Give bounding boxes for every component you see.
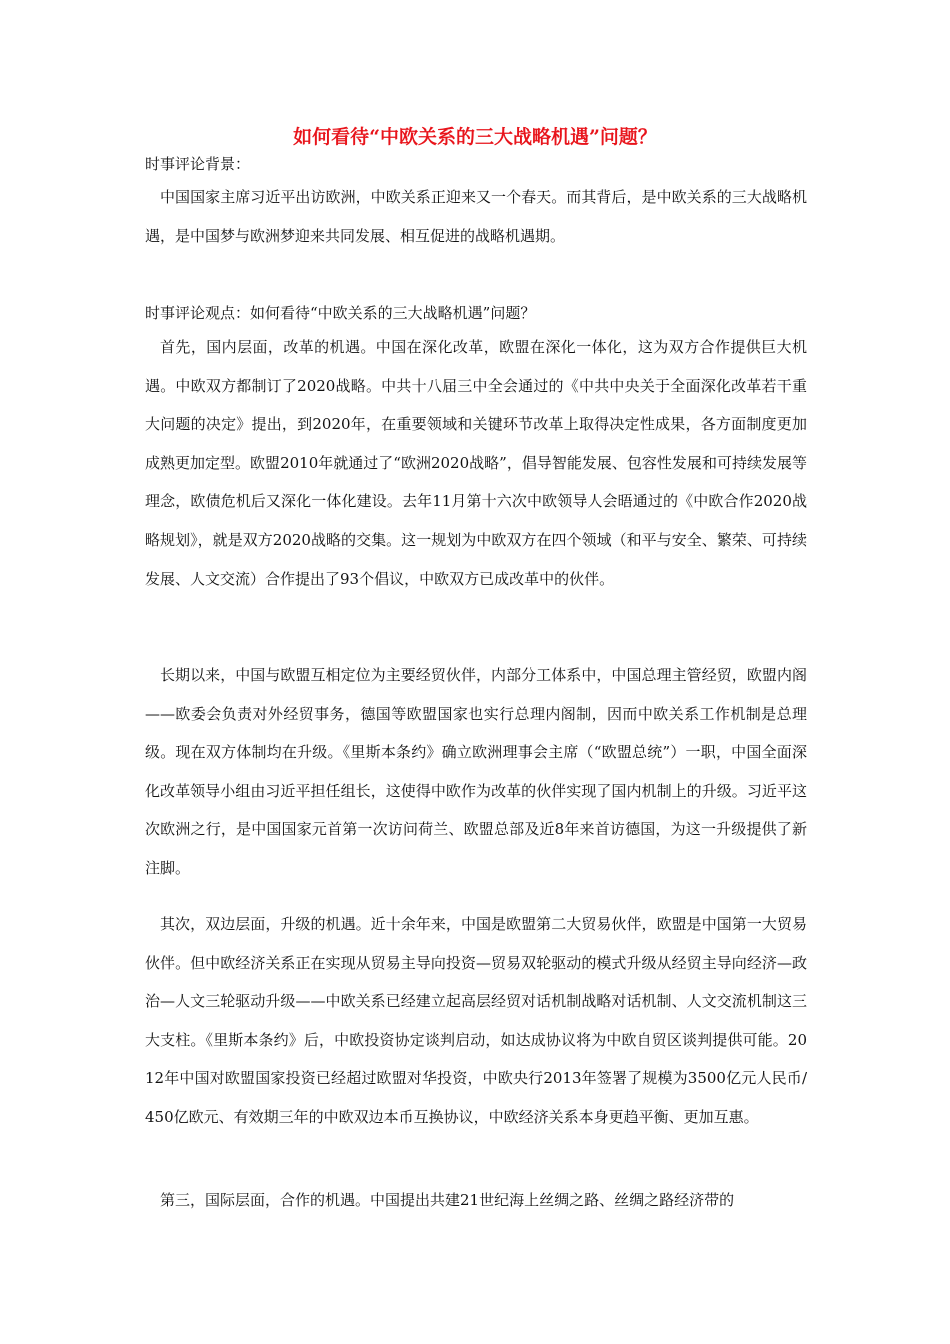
paragraph-reform-opportunity: 首先，国内层面，改革的机遇。中国在深化改革，欧盟在深化一体化，这为双方合作提供巨大机遇。中欧双方都制订了2020战略。中共十八届三中全会通过的《中共中央关于全面深化改革若干重大问题的决定》提出，到2020年，在重要领域和关键环节改革上取得决定性成果，各方面制度更加成熟更加定型。欧盟2010年就通过了“欧洲2020战略”，倡导智能发展、包容性发展和可持续发展等理念，欧债危机后又深化一体化建设。去年11月第十六次中欧领导人会晤通过的《中欧合作2020战略规划》，就是双方2020战略的交集。这一规划为中欧双方在四个领域（和平与安全、繁荣、可持续发展、人文交流）合作提出了93个倡议，中欧双方已成改革中的伙伴。	[145, 338, 807, 588]
background-label: 时事评论背景：	[145, 155, 251, 173]
paragraph-international-cooperation: 第三，国际层面，合作的机遇。中国提出共建21世纪海上丝绸之路、丝绸之路经济带的	[160, 1191, 735, 1209]
document-title: 如何看待“中欧关系的三大战略机遇”问题？	[293, 126, 657, 148]
paragraph-bilateral-upgrade: 其次，双边层面，升级的机遇。近十余年来，中国是欧盟第二大贸易伙伴，欧盟是中国第一大贸易伙伴。但中欧经济关系正在实现从贸易主导向投资—贸易双轮驱动的模式升级从经贸主导向经济—政治—人文三轮驱动升级——中欧关系已经建立起高层经贸对话机制战略对话机制、人文交流机制这三大支柱。《里斯本条约》后，中欧投资协定谈判启动，如达成协议将为中欧自贸区谈判提供可能。2012年中国对欧盟国家投资已经超过欧盟对华投资，中欧央行2013年签署了规模为3500亿元人民币/450亿欧元、有效期三年的中欧双边本币互换协议，中欧经济关系本身更趋平衡、更加互惠。	[145, 915, 807, 1126]
paragraph-mechanism-upgrade: 长期以来，中国与欧盟互相定位为主要经贸伙伴，内部分工体系中，中国总理主管经贸，欧盟内阁——欧委会负责对外经贸事务，德国等欧盟国家也实行总理内阁制，因而中欧关系工作机制是总理级。现在双方体制均在升级。《里斯本条约》确立欧洲理事会主席（“欧盟总统”）一职，中国全面深化改革领导小组由习近平担任组长，这使得中欧作为改革的伙伴实现了国内机制上的升级。习近平这次欧洲之行，是中国国家元首第一次访问荷兰、欧盟总部及近8年来首访德国，为这一升级提供了新注脚。	[145, 666, 807, 877]
viewpoint-label: 时事评论观点：如何看待“中欧关系的三大战略机遇”问题？	[145, 304, 536, 322]
background-paragraph: 中国国家主席习近平出访欧洲，中欧关系正迎来又一个春天。而其背后，是中欧关系的三大战略机遇，是中国梦与欧洲梦迎来共同发展、相互促进的战略机遇期。	[145, 188, 807, 245]
